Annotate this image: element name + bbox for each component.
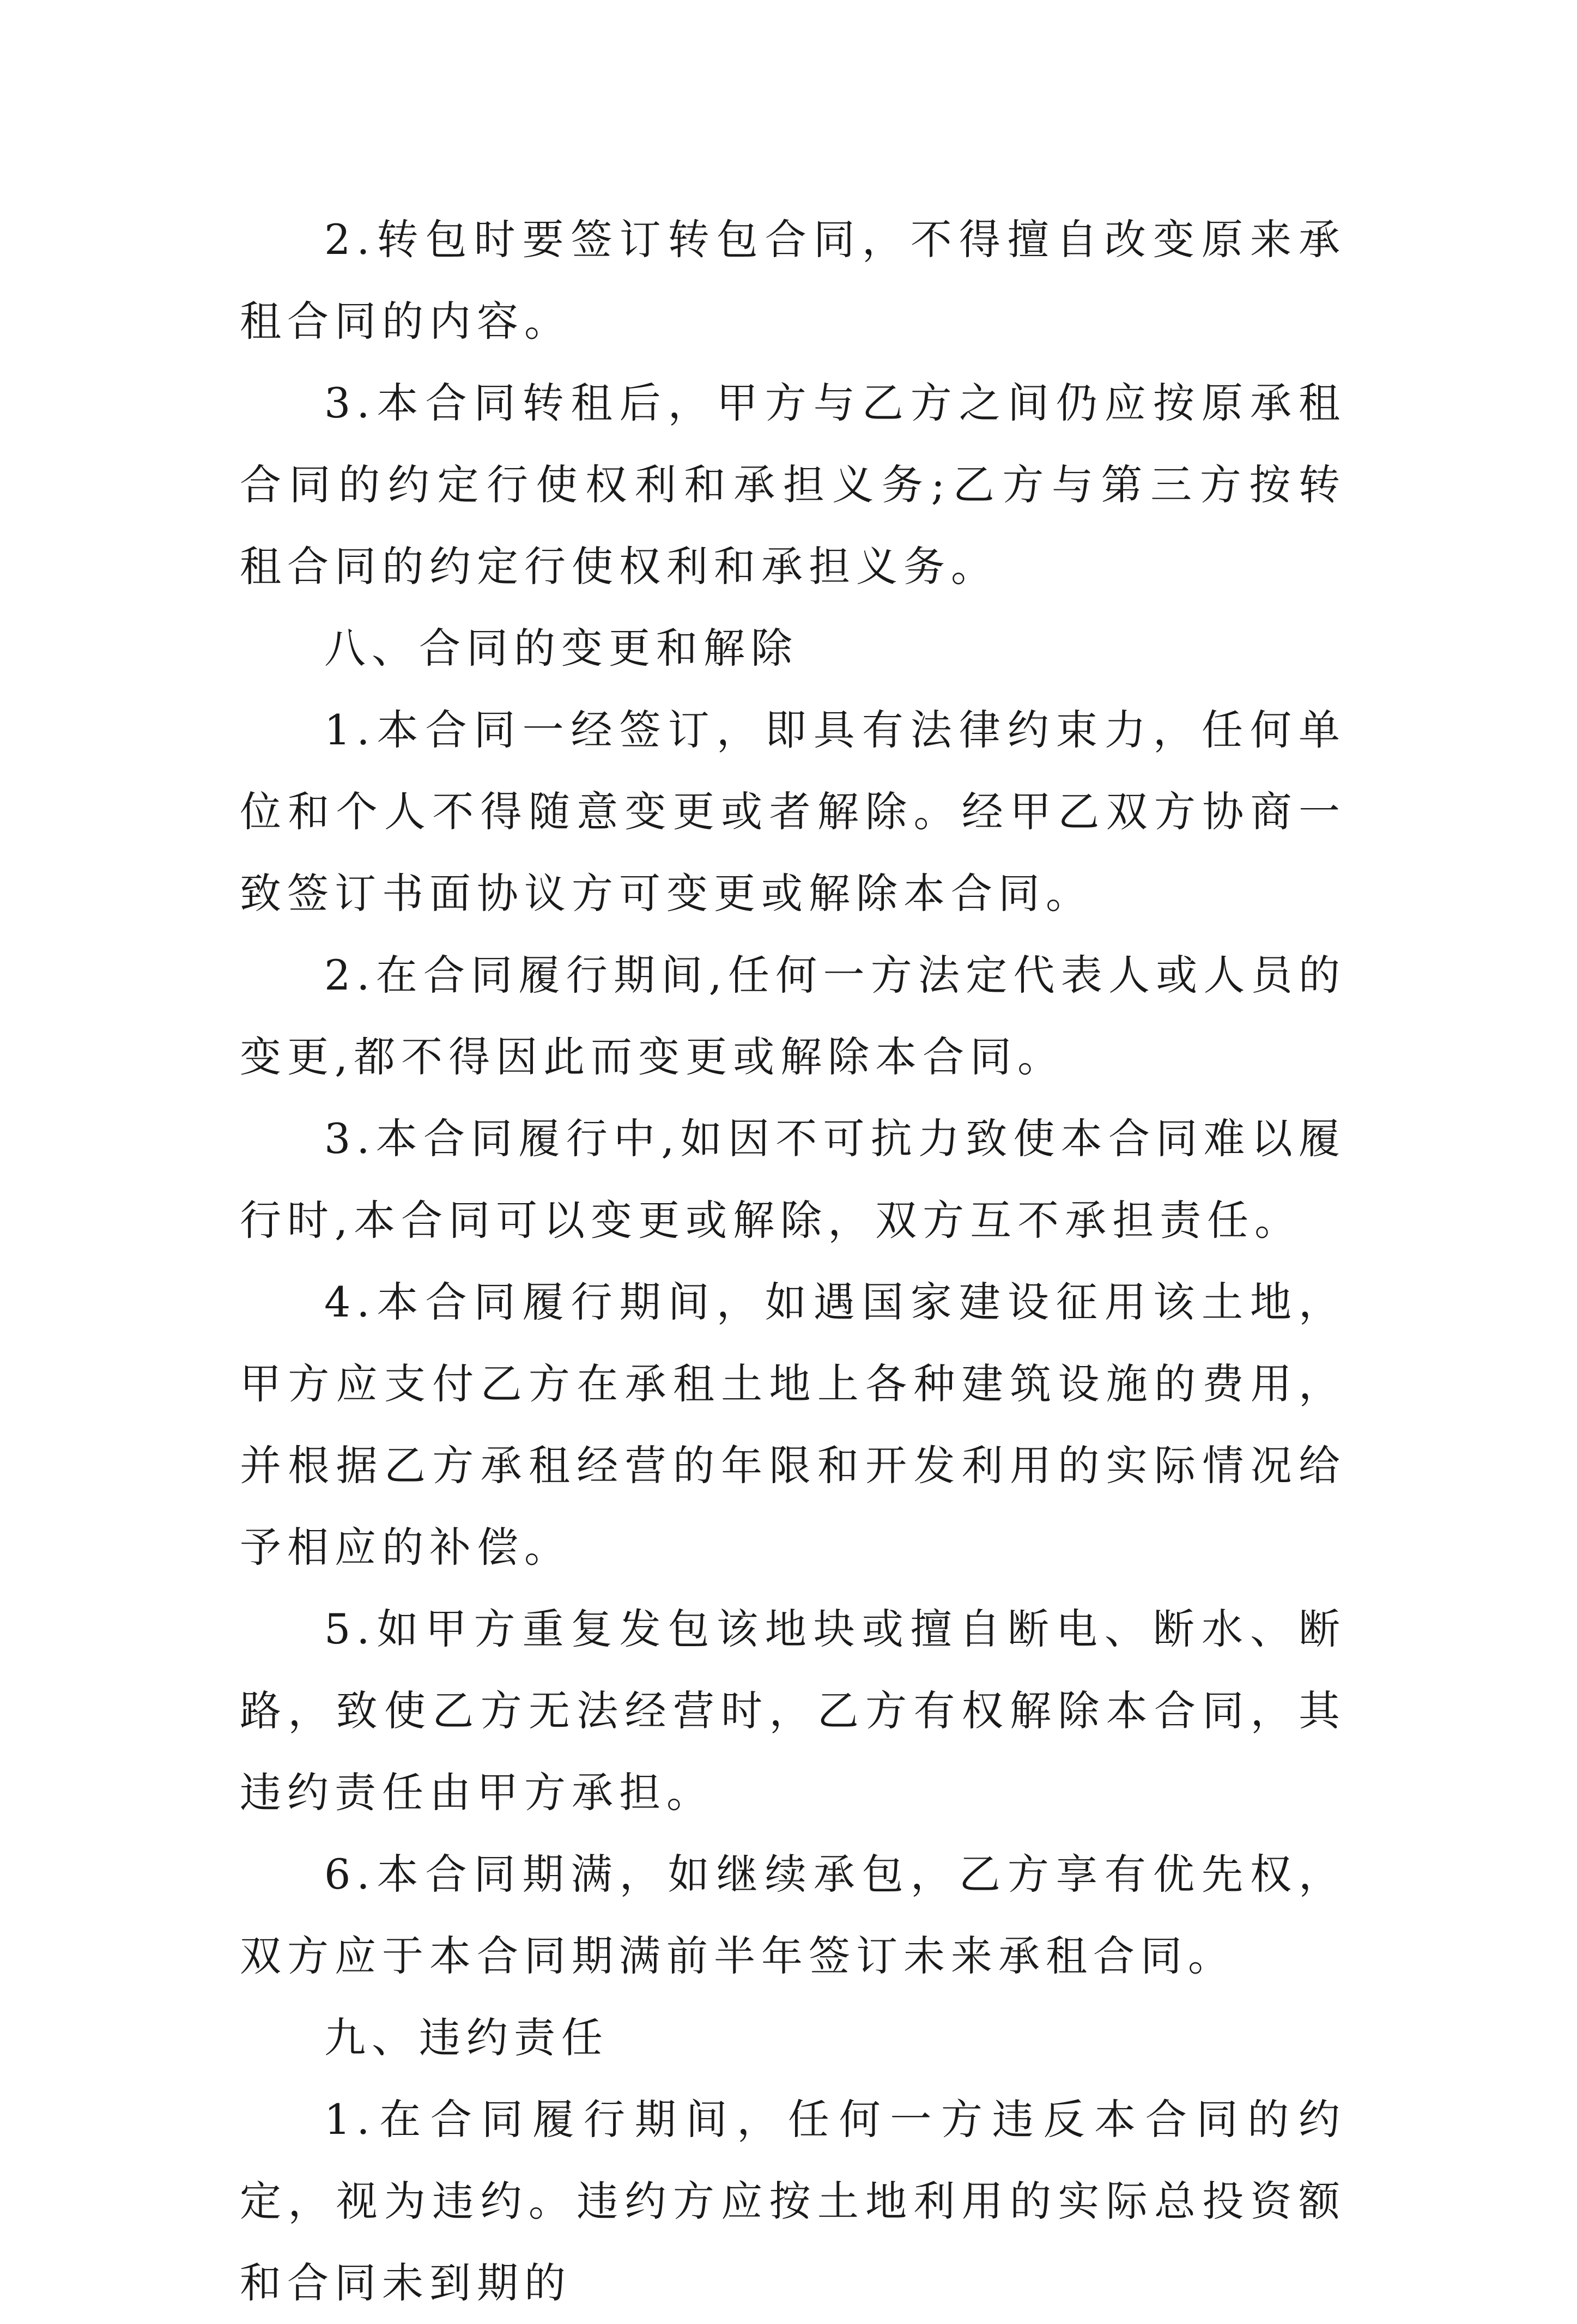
paragraph-breach-definition: 1.在合同履行期间，任何一方违反本合同的约定，视为违约。违约方应按土地利用的实际总投资额和合同未到期的 <box>240 2095 1346 2307</box>
section-heading-liability: 九、违约责任 <box>324 2013 609 2062</box>
section-heading-change-termination: 八、合同的变更和解除 <box>324 624 798 672</box>
paragraph-sublease-rights: 3.本合同转租后，甲方与乙方之间仍应按原承租合同的约定行使权利和承担义务;乙方与第三方按转租合同的约定行使权利和承担义务。 <box>240 379 1346 591</box>
paragraph-sublease-contract: 2.转包时要签订转包合同，不得擅自改变原来承租合同的内容。 <box>240 215 1346 345</box>
paragraph-representative-change: 2.在合同履行期间,任何一方法定代表人或人员的变更,都不得因此而变更或解除本合同。 <box>240 951 1346 1081</box>
paragraph-land-requisition: 4.本合同履行期间，如遇国家建设征用该土地，甲方应支付乙方在承租土地上各种建筑设施的费用，并根据乙方承租经营的年限和开发利用的实际情况给予相应的补偿。 <box>240 1278 1346 1571</box>
paragraph-force-majeure: 3.本合同履行中,如因不可抗力致使本合同难以履行时,本合同可以变更或解除，双方互不承担责任。 <box>240 1114 1346 1245</box>
paragraph-binding-force: 1.本合同一经签订，即具有法律约束力，任何单位和个人不得随意变更或者解除。经甲乙双方协商一致签订书面协议方可变更或解除本合同。 <box>240 706 1346 918</box>
paragraph-renewal-priority: 6.本合同期满，如继续承包，乙方享有优先权，双方应于本合同期满前半年签订未来承租合同。 <box>240 1850 1346 1980</box>
paragraph-repeat-lease-breach: 5.如甲方重复发包该地块或擅自断电、断水、断路，致使乙方无法经营时，乙方有权解除本合同，其违约责任由甲方承担。 <box>240 1605 1346 1817</box>
document-body <box>240 199 1346 2324</box>
